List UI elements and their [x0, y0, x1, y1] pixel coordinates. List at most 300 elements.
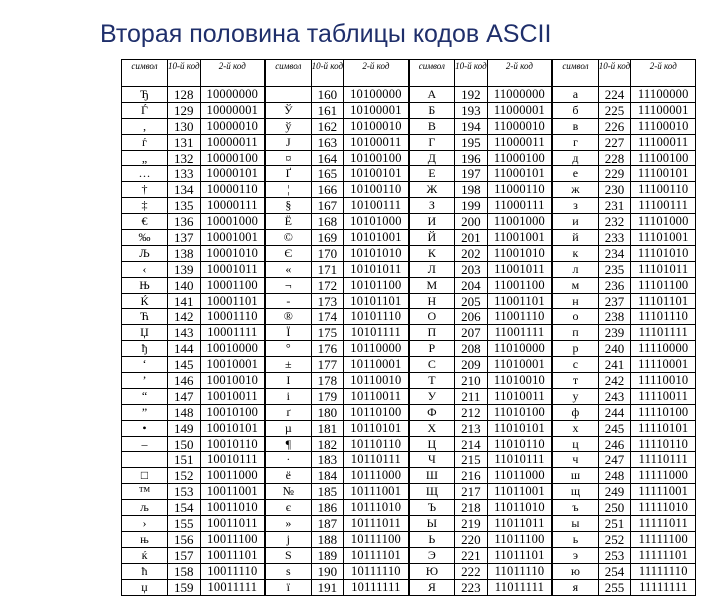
- cell-bin-code: 11001011: [487, 261, 552, 277]
- cell-dec-code: 247: [598, 452, 631, 468]
- cell-dec-code: 227: [598, 134, 631, 150]
- header-bin-code: 2-й код: [487, 60, 552, 87]
- cell-dec-code: 146: [168, 373, 201, 389]
- cell-symbol: ©: [265, 230, 311, 246]
- cell-bin-code: 10100000: [344, 87, 409, 103]
- cell-dec-code: 147: [168, 388, 201, 404]
- cell-dec-code: 131: [168, 134, 201, 150]
- cell-bin-code: 10001111: [200, 325, 265, 341]
- cell-symbol: з: [552, 198, 598, 214]
- table-row: [122, 293, 696, 309]
- cell-dec-code: 159: [168, 579, 201, 595]
- cell-symbol: Ћ: [122, 309, 168, 325]
- cell-bin-code: 10100111: [344, 198, 409, 214]
- cell-dec-code: 234: [598, 245, 631, 261]
- cell-symbol: –: [122, 436, 168, 452]
- cell-symbol: Џ: [122, 325, 168, 341]
- cell-bin-code: 11010101: [487, 420, 552, 436]
- cell-dec-code: 210: [455, 373, 488, 389]
- cell-symbol: Ѓ: [122, 102, 168, 118]
- cell-bin-code: 10110010: [344, 373, 409, 389]
- cell-dec-code: 245: [598, 420, 631, 436]
- cell-bin-code: 11000110: [487, 182, 552, 198]
- cell-bin-code: 10101000: [344, 214, 409, 230]
- table-header-row: [122, 60, 696, 87]
- cell-dec-code: 241: [598, 357, 631, 373]
- cell-bin-code: 10100011: [344, 134, 409, 150]
- cell-symbol: ±: [265, 357, 311, 373]
- cell-bin-code: 11111001: [631, 484, 696, 500]
- cell-symbol: •: [122, 420, 168, 436]
- cell-bin-code: 10010000: [200, 341, 265, 357]
- cell-symbol: ‡: [122, 198, 168, 214]
- table-row: [122, 420, 696, 436]
- table-row: [122, 166, 696, 182]
- cell-bin-code: 10000010: [200, 118, 265, 134]
- cell-bin-code: 10100101: [344, 166, 409, 182]
- table-row: [122, 245, 696, 261]
- cell-symbol: Я: [409, 579, 455, 595]
- cell-dec-code: 144: [168, 341, 201, 357]
- cell-symbol: и: [552, 214, 598, 230]
- cell-bin-code: 11110100: [631, 404, 696, 420]
- cell-dec-code: 216: [455, 468, 488, 484]
- cell-dec-code: 183: [311, 452, 344, 468]
- cell-dec-code: 246: [598, 436, 631, 452]
- cell-dec-code: 205: [455, 293, 488, 309]
- table-row: [122, 547, 696, 563]
- cell-symbol: Ё: [265, 214, 311, 230]
- cell-bin-code: 11011010: [487, 500, 552, 516]
- cell-bin-code: 11111010: [631, 500, 696, 516]
- cell-bin-code: 11001001: [487, 230, 552, 246]
- cell-dec-code: 228: [598, 150, 631, 166]
- cell-dec-code: 171: [311, 261, 344, 277]
- cell-bin-code: 10010101: [200, 420, 265, 436]
- cell-symbol: Ц: [409, 436, 455, 452]
- cell-dec-code: 179: [311, 388, 344, 404]
- table-row: [122, 325, 696, 341]
- cell-dec-code: 169: [311, 230, 344, 246]
- header-dec-code: 10-й код: [455, 60, 488, 87]
- cell-dec-code: 226: [598, 118, 631, 134]
- table-row: [122, 484, 696, 500]
- cell-dec-code: 219: [455, 516, 488, 532]
- cell-bin-code: 10000001: [200, 102, 265, 118]
- cell-symbol: Є: [265, 245, 311, 261]
- cell-bin-code: 11100100: [631, 150, 696, 166]
- cell-symbol: р: [552, 341, 598, 357]
- cell-symbol: с: [552, 357, 598, 373]
- cell-bin-code: 10010010: [200, 373, 265, 389]
- cell-symbol: ”: [122, 404, 168, 420]
- cell-dec-code: 163: [311, 134, 344, 150]
- cell-dec-code: 166: [311, 182, 344, 198]
- cell-dec-code: 236: [598, 277, 631, 293]
- cell-dec-code: 151: [168, 452, 201, 468]
- cell-dec-code: 164: [311, 150, 344, 166]
- cell-symbol: ’: [122, 373, 168, 389]
- cell-symbol: љ: [122, 500, 168, 516]
- cell-bin-code: 10100010: [344, 118, 409, 134]
- cell-symbol: г: [552, 134, 598, 150]
- cell-bin-code: 11110011: [631, 388, 696, 404]
- cell-bin-code: 10111111: [344, 579, 409, 595]
- cell-symbol: Ѕ: [265, 547, 311, 563]
- table-row: [122, 563, 696, 579]
- cell-symbol: Л: [409, 261, 455, 277]
- cell-bin-code: 11010111: [487, 452, 552, 468]
- cell-dec-code: 201: [455, 230, 488, 246]
- cell-symbol: ‹: [122, 261, 168, 277]
- cell-bin-code: 11011101: [487, 547, 552, 563]
- cell-bin-code: 11011111: [487, 579, 552, 595]
- cell-symbol: ї: [265, 579, 311, 595]
- cell-symbol: ¬: [265, 277, 311, 293]
- table-row: [122, 388, 696, 404]
- cell-symbol: «: [265, 261, 311, 277]
- cell-bin-code: 11001110: [487, 309, 552, 325]
- cell-symbol: ч: [552, 452, 598, 468]
- cell-dec-code: 215: [455, 452, 488, 468]
- cell-dec-code: 202: [455, 245, 488, 261]
- cell-bin-code: 11111100: [631, 531, 696, 547]
- cell-bin-code: 11010011: [487, 388, 552, 404]
- cell-bin-code: 11100110: [631, 182, 696, 198]
- cell-bin-code: 11011110: [487, 563, 552, 579]
- cell-symbol: И: [409, 214, 455, 230]
- cell-bin-code: 11010000: [487, 341, 552, 357]
- cell-symbol: ю: [552, 563, 598, 579]
- cell-dec-code: 185: [311, 484, 344, 500]
- cell-bin-code: 10011001: [200, 484, 265, 500]
- cell-symbol: а: [552, 87, 598, 103]
- header-symbol: символ: [265, 60, 311, 87]
- cell-bin-code: 11001101: [487, 293, 552, 309]
- cell-symbol: Ў: [265, 102, 311, 118]
- header-symbol: символ: [122, 60, 168, 87]
- cell-symbol: џ: [122, 579, 168, 595]
- cell-symbol: ·: [265, 452, 311, 468]
- cell-symbol: Э: [409, 547, 455, 563]
- table-row: [122, 230, 696, 246]
- cell-symbol: Е: [409, 166, 455, 182]
- cell-dec-code: 190: [311, 563, 344, 579]
- cell-dec-code: 196: [455, 150, 488, 166]
- cell-symbol: Н: [409, 293, 455, 309]
- cell-dec-code: 141: [168, 293, 201, 309]
- cell-bin-code: 10110001: [344, 357, 409, 373]
- cell-symbol: ‘: [122, 357, 168, 373]
- cell-symbol: §: [265, 198, 311, 214]
- cell-bin-code: 10101001: [344, 230, 409, 246]
- cell-dec-code: 138: [168, 245, 201, 261]
- cell-bin-code: 10010110: [200, 436, 265, 452]
- cell-symbol: [265, 87, 311, 103]
- cell-symbol: Х: [409, 420, 455, 436]
- cell-bin-code: 11100001: [631, 102, 696, 118]
- cell-symbol: о: [552, 309, 598, 325]
- cell-dec-code: 170: [311, 245, 344, 261]
- cell-bin-code: 11101001: [631, 230, 696, 246]
- table-row: [122, 102, 696, 118]
- cell-bin-code: 10101101: [344, 293, 409, 309]
- cell-bin-code: 11011001: [487, 484, 552, 500]
- cell-bin-code: 10000101: [200, 166, 265, 182]
- table-row: [122, 87, 696, 103]
- cell-bin-code: 11011000: [487, 468, 552, 484]
- cell-bin-code: 11011100: [487, 531, 552, 547]
- cell-bin-code: 10101011: [344, 261, 409, 277]
- cell-symbol: †: [122, 182, 168, 198]
- header-bin-code: 2-й код: [631, 60, 696, 87]
- cell-dec-code: 145: [168, 357, 201, 373]
- cell-symbol: „: [122, 150, 168, 166]
- cell-dec-code: 224: [598, 87, 631, 103]
- cell-dec-code: 134: [168, 182, 201, 198]
- cell-bin-code: 10000111: [200, 198, 265, 214]
- cell-bin-code: 10001010: [200, 245, 265, 261]
- cell-bin-code: 11011011: [487, 516, 552, 532]
- cell-dec-code: 206: [455, 309, 488, 325]
- cell-symbol: й: [552, 230, 598, 246]
- cell-symbol: я: [552, 579, 598, 595]
- cell-bin-code: 10011011: [200, 516, 265, 532]
- cell-symbol: ¤: [265, 150, 311, 166]
- cell-bin-code: 10111100: [344, 531, 409, 547]
- cell-dec-code: 191: [311, 579, 344, 595]
- cell-bin-code: 11110111: [631, 452, 696, 468]
- cell-symbol: ћ: [122, 563, 168, 579]
- table-row: [122, 277, 696, 293]
- cell-dec-code: 176: [311, 341, 344, 357]
- cell-symbol: ґ: [265, 404, 311, 420]
- cell-symbol: …: [122, 166, 168, 182]
- cell-dec-code: 238: [598, 309, 631, 325]
- cell-symbol: Й: [409, 230, 455, 246]
- cell-bin-code: 11101010: [631, 245, 696, 261]
- cell-bin-code: 10101110: [344, 309, 409, 325]
- table-row: [122, 198, 696, 214]
- table-row: [122, 468, 696, 484]
- cell-symbol: м: [552, 277, 598, 293]
- cell-symbol: Ж: [409, 182, 455, 198]
- table-row: [122, 357, 696, 373]
- cell-symbol: М: [409, 277, 455, 293]
- cell-dec-code: 204: [455, 277, 488, 293]
- cell-bin-code: 10110101: [344, 420, 409, 436]
- header-dec-code: 10-й код: [168, 60, 201, 87]
- cell-dec-code: 128: [168, 87, 201, 103]
- cell-symbol: в: [552, 118, 598, 134]
- cell-symbol: э: [552, 547, 598, 563]
- cell-symbol: Ю: [409, 563, 455, 579]
- cell-bin-code: 11000100: [487, 150, 552, 166]
- cell-bin-code: 10011000: [200, 468, 265, 484]
- cell-dec-code: 207: [455, 325, 488, 341]
- cell-symbol: њ: [122, 531, 168, 547]
- cell-dec-code: 199: [455, 198, 488, 214]
- cell-dec-code: 214: [455, 436, 488, 452]
- cell-dec-code: 130: [168, 118, 201, 134]
- cell-symbol: °: [265, 341, 311, 357]
- cell-dec-code: 129: [168, 102, 201, 118]
- cell-bin-code: 10001011: [200, 261, 265, 277]
- cell-bin-code: 11110101: [631, 420, 696, 436]
- cell-dec-code: 232: [598, 214, 631, 230]
- cell-symbol: Б: [409, 102, 455, 118]
- cell-symbol: Ќ: [122, 293, 168, 309]
- cell-symbol: Ї: [265, 325, 311, 341]
- cell-dec-code: 255: [598, 579, 631, 595]
- cell-dec-code: 223: [455, 579, 488, 595]
- table-row: [122, 500, 696, 516]
- cell-symbol: щ: [552, 484, 598, 500]
- table-row: [122, 404, 696, 420]
- cell-dec-code: 181: [311, 420, 344, 436]
- cell-bin-code: 11101111: [631, 325, 696, 341]
- cell-bin-code: 10001101: [200, 293, 265, 309]
- cell-dec-code: 198: [455, 182, 488, 198]
- cell-dec-code: 233: [598, 230, 631, 246]
- cell-bin-code: 11010100: [487, 404, 552, 420]
- cell-dec-code: 229: [598, 166, 631, 182]
- cell-bin-code: 11000011: [487, 134, 552, 150]
- cell-bin-code: 11110110: [631, 436, 696, 452]
- table-row: [122, 531, 696, 547]
- cell-bin-code: 10111110: [344, 563, 409, 579]
- cell-symbol: ў: [265, 118, 311, 134]
- cell-bin-code: 11000010: [487, 118, 552, 134]
- cell-symbol: Ґ: [265, 166, 311, 182]
- cell-dec-code: 231: [598, 198, 631, 214]
- cell-bin-code: 11111000: [631, 468, 696, 484]
- cell-bin-code: 10011100: [200, 531, 265, 547]
- cell-dec-code: 208: [455, 341, 488, 357]
- cell-symbol: ™: [122, 484, 168, 500]
- cell-symbol: Ы: [409, 516, 455, 532]
- cell-bin-code: 10010011: [200, 388, 265, 404]
- cell-symbol: Ђ: [122, 87, 168, 103]
- cell-symbol: Щ: [409, 484, 455, 500]
- cell-bin-code: 10000110: [200, 182, 265, 198]
- table-row: [122, 150, 696, 166]
- cell-bin-code: 10010001: [200, 357, 265, 373]
- cell-symbol: ®: [265, 309, 311, 325]
- cell-dec-code: 186: [311, 500, 344, 516]
- cell-dec-code: 211: [455, 388, 488, 404]
- cell-dec-code: 174: [311, 309, 344, 325]
- cell-symbol: ќ: [122, 547, 168, 563]
- cell-symbol: ‰: [122, 230, 168, 246]
- cell-bin-code: 11000111: [487, 198, 552, 214]
- cell-bin-code: 11100101: [631, 166, 696, 182]
- cell-symbol: µ: [265, 420, 311, 436]
- cell-dec-code: 155: [168, 516, 201, 532]
- cell-symbol: ѓ: [122, 134, 168, 150]
- cell-bin-code: 10101100: [344, 277, 409, 293]
- cell-dec-code: 222: [455, 563, 488, 579]
- cell-dec-code: 193: [455, 102, 488, 118]
- cell-symbol: Д: [409, 150, 455, 166]
- table-row: [122, 373, 696, 389]
- cell-dec-code: 156: [168, 531, 201, 547]
- cell-symbol: н: [552, 293, 598, 309]
- cell-dec-code: 218: [455, 500, 488, 516]
- table-row: [122, 516, 696, 532]
- cell-symbol: €: [122, 214, 168, 230]
- table-row: [122, 261, 696, 277]
- cell-bin-code: 11100111: [631, 198, 696, 214]
- cell-bin-code: 10010111: [200, 452, 265, 468]
- cell-bin-code: 11010110: [487, 436, 552, 452]
- cell-symbol: Ч: [409, 452, 455, 468]
- cell-bin-code: 11101011: [631, 261, 696, 277]
- cell-bin-code: 10001110: [200, 309, 265, 325]
- cell-bin-code: 11100010: [631, 118, 696, 134]
- cell-dec-code: 240: [598, 341, 631, 357]
- cell-symbol: К: [409, 245, 455, 261]
- cell-dec-code: 148: [168, 404, 201, 420]
- cell-bin-code: 10100001: [344, 102, 409, 118]
- cell-dec-code: 173: [311, 293, 344, 309]
- cell-dec-code: 152: [168, 468, 201, 484]
- table-row: [122, 341, 696, 357]
- cell-symbol: ц: [552, 436, 598, 452]
- cell-bin-code: 11101000: [631, 214, 696, 230]
- cell-symbol: ›: [122, 516, 168, 532]
- cell-dec-code: 187: [311, 516, 344, 532]
- cell-symbol: А: [409, 87, 455, 103]
- cell-symbol: У: [409, 388, 455, 404]
- table-row: [122, 452, 696, 468]
- cell-symbol: ы: [552, 516, 598, 532]
- cell-symbol: С: [409, 357, 455, 373]
- cell-bin-code: 11010010: [487, 373, 552, 389]
- table-row: [122, 118, 696, 134]
- cell-symbol: Ј: [265, 134, 311, 150]
- cell-dec-code: 197: [455, 166, 488, 182]
- cell-symbol: Ъ: [409, 500, 455, 516]
- cell-dec-code: 230: [598, 182, 631, 198]
- cell-bin-code: 10111010: [344, 500, 409, 516]
- cell-bin-code: 11101101: [631, 293, 696, 309]
- cell-bin-code: 10110100: [344, 404, 409, 420]
- cell-symbol: Р: [409, 341, 455, 357]
- cell-bin-code: 10000000: [200, 87, 265, 103]
- cell-bin-code: 11111101: [631, 547, 696, 563]
- cell-bin-code: 10110110: [344, 436, 409, 452]
- cell-bin-code: 11001111: [487, 325, 552, 341]
- header-dec-code: 10-й код: [598, 60, 631, 87]
- page-title: Вторая половина таблицы кодов ASCII: [100, 20, 552, 48]
- cell-symbol: Ь: [409, 531, 455, 547]
- cell-dec-code: 235: [598, 261, 631, 277]
- cell-symbol: т: [552, 373, 598, 389]
- cell-bin-code: 10111000: [344, 468, 409, 484]
- cell-dec-code: 217: [455, 484, 488, 500]
- cell-symbol: Т: [409, 373, 455, 389]
- cell-dec-code: 149: [168, 420, 201, 436]
- cell-bin-code: 10000011: [200, 134, 265, 150]
- cell-dec-code: 136: [168, 214, 201, 230]
- cell-symbol: [122, 452, 168, 468]
- cell-dec-code: 239: [598, 325, 631, 341]
- cell-bin-code: 10110111: [344, 452, 409, 468]
- cell-dec-code: 177: [311, 357, 344, 373]
- cell-bin-code: 11111111: [631, 579, 696, 595]
- cell-bin-code: 11110000: [631, 341, 696, 357]
